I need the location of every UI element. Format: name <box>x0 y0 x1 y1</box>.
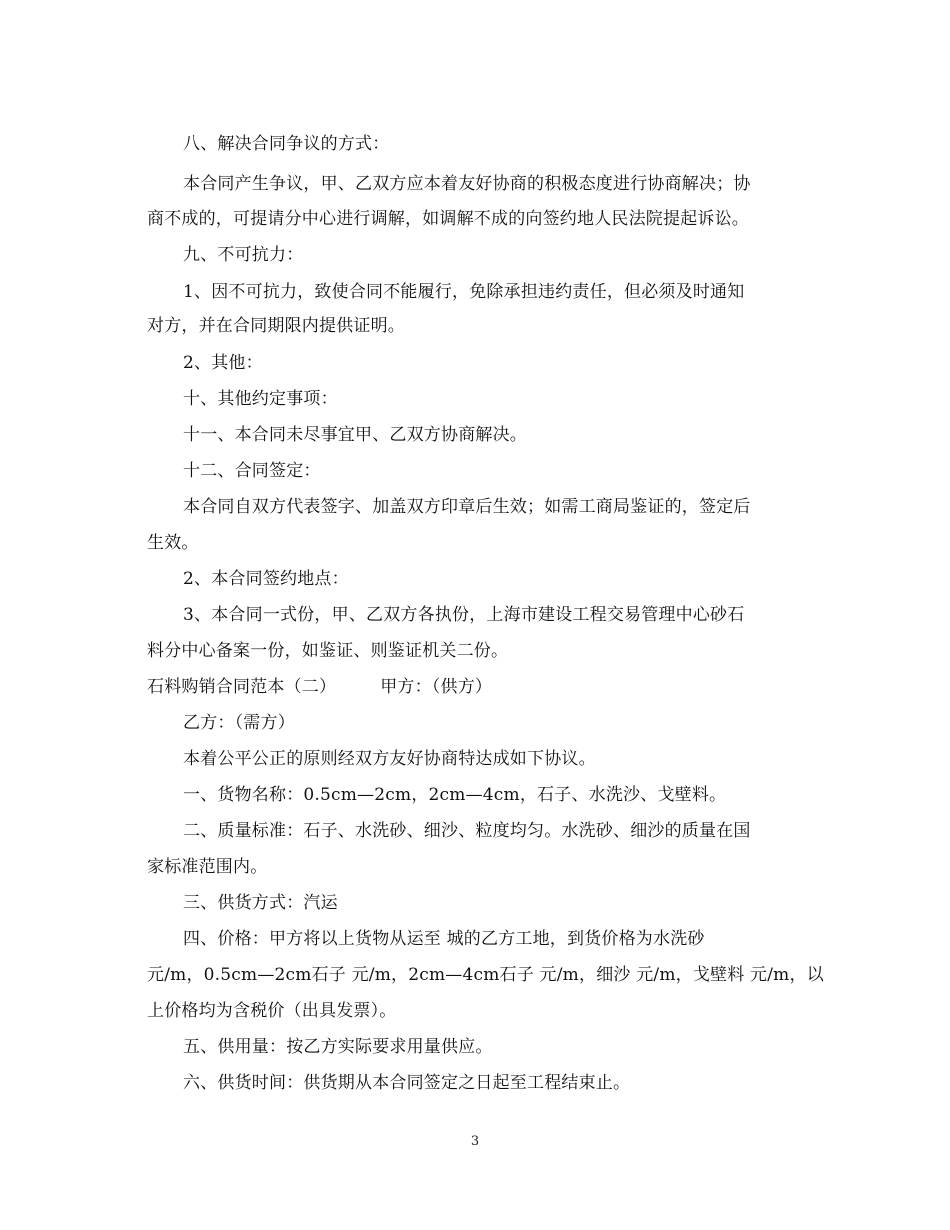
section-8-heading: 八、解决合同争议的方式： <box>183 134 390 154</box>
paragraph-line: 商不成的，可提请分中心进行调解，如调解不成的向签约地人民法院提起诉讼。 <box>147 209 749 229</box>
paragraph-line: 本合同产生争议，甲、乙双方应本着友好协商的积极态度进行协商解决；协 <box>183 174 751 194</box>
page-number: 3 <box>470 1134 480 1149</box>
section-11-heading: 十一、本合同未尽事宜甲、乙双方协商解决。 <box>183 425 527 445</box>
party-a-label: 甲方：（供方） <box>380 677 493 697</box>
paragraph-line: 本合同自双方代表签字、加盖双方印章后生效；如需工商局鉴证的，签定后 <box>183 497 751 517</box>
paragraph-line: 生效。 <box>147 533 199 553</box>
paragraph-line: 家标准范围内。 <box>147 857 268 877</box>
paragraph-line: 对方，并在合同期限内提供证明。 <box>147 316 405 336</box>
contract-template-heading <box>147 675 492 699</box>
paragraph-line: 料分中心备案一份，如鉴证、则鉴证机关二份。 <box>147 641 509 661</box>
section-9-heading: 九、不可抗力： <box>183 245 304 265</box>
paragraph-line: 3、本合同一式份，甲、乙双方各执份，上海市建设工程交易管理中心砂石 <box>183 605 745 625</box>
clause-price: 四、价格：甲方将以上货物从运至 城的乙方工地，到货价格为水洗砂 <box>183 929 705 949</box>
section-12-heading: 十二、合同签定： <box>183 461 321 481</box>
paragraph-line: 2、本合同签约地点： <box>183 569 349 589</box>
clause-quality-standard: 二、质量标准：石子、水洗砂、细沙、粒度均匀。水洗砂、细沙的质量在国 <box>183 821 751 841</box>
contract-template-title: 石料购销合同范本（二） <box>147 677 337 697</box>
clause-goods-name: 一、货物名称：0.5cm—2cm，2cm—4cm，石子、水洗沙、戈壁料。 <box>183 785 727 805</box>
party-b-label: 乙方：（需方） <box>183 713 295 733</box>
clause-delivery-method: 三、供货方式：汽运 <box>183 893 338 913</box>
clause-supply-time: 六、供货时间：供货期从本合同签定之日起至工程结束止。 <box>183 1073 631 1093</box>
paragraph-line: 上价格均为含税价（出具发票）。 <box>147 1001 397 1021</box>
paragraph-line: 2、其他： <box>183 353 263 373</box>
paragraph-line: 元/m，0.5cm—2cm石子 元/m，2cm—4cm石子 元/m，细沙 元/m，戈壁料 元/m，以 <box>147 965 824 985</box>
clause-supply-quantity: 五、供用量：按乙方实际要求用量供应。 <box>183 1037 493 1057</box>
paragraph-line: 本着公平公正的原则经双方友好协商特达成如下协议。 <box>183 749 596 769</box>
paragraph-line: 1、因不可抗力，致使合同不能履行，免除承担违约责任，但必须及时通知 <box>183 282 745 302</box>
section-10-heading: 十、其他约定事项： <box>183 389 338 409</box>
